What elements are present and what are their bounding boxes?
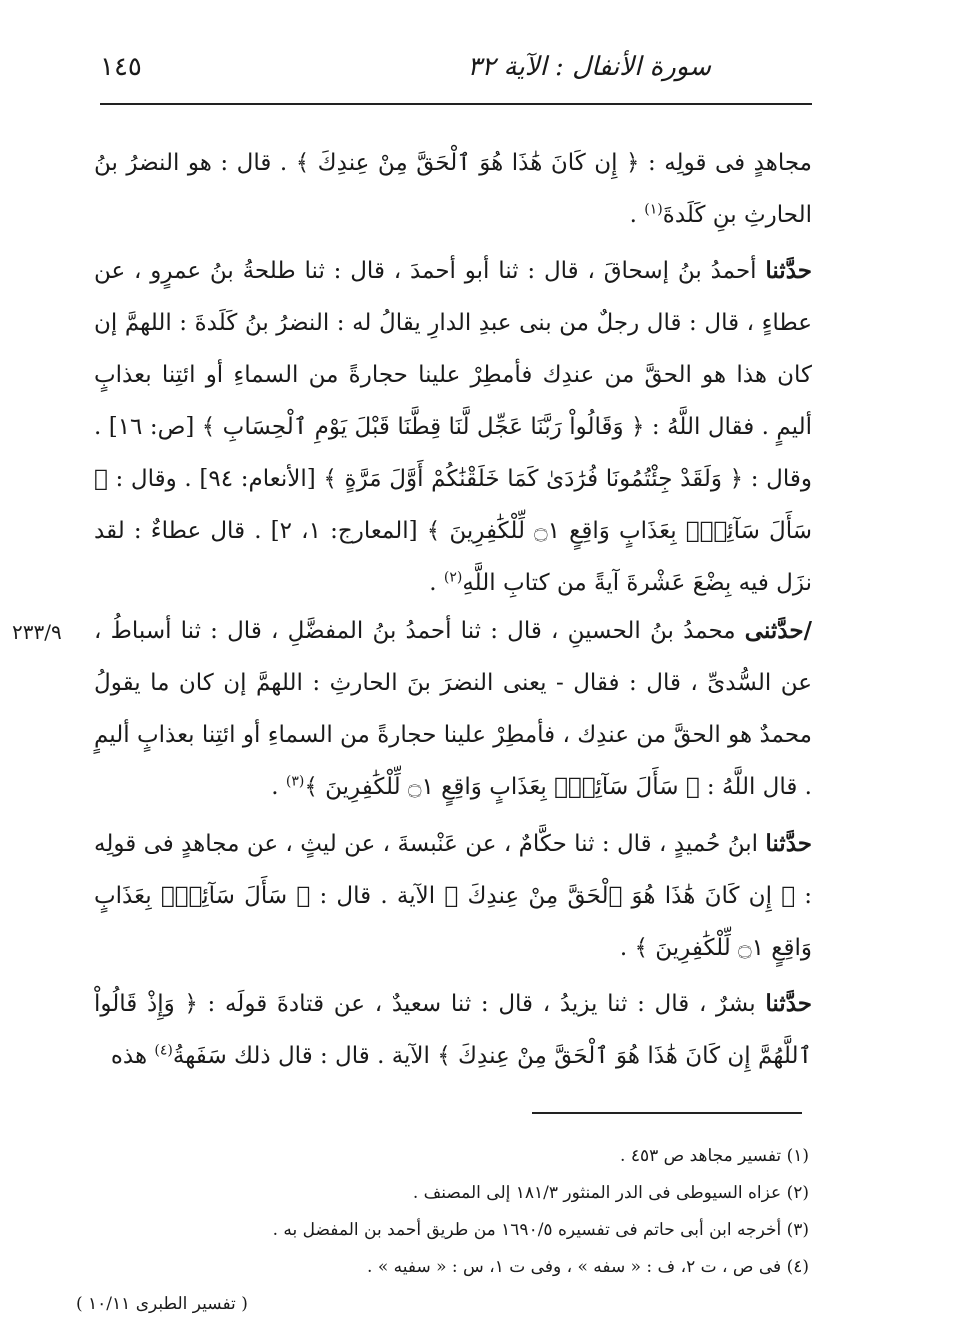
footnote-4: (٤) فى ص ، ت ٢، ف : « سفه » ، وفى ت ١، س : « سفيه » . <box>367 1257 809 1277</box>
footnote-ref: (١) <box>644 201 663 218</box>
paragraph-tail: . <box>271 774 286 800</box>
paragraph-lead: /حدَّثنى <box>744 617 812 644</box>
paragraph-1 <box>94 137 812 241</box>
paragraph-3 <box>94 605 812 813</box>
footnote-rule <box>532 1112 802 1114</box>
paragraph-lead: حدَّثنا <box>765 257 812 284</box>
footnote-2: (٢) عزاه السيوطى فى الدر المنثور ١٨١/٣ إلى المصنف . <box>412 1183 809 1203</box>
footnote-ref: (٤) <box>154 1042 173 1059</box>
paragraph-text: بشرٌ ، قال : ثنا يزيدُ ، قال : ثنا سعيدٌ ، عن قتادةَ قولَه : ﴿ وَإِذْ قَالُواْ ٱللَّهُمَّ إِن كَانَ هَٰذَا هُوَ ٱلْحَقَّ مِنْ عِندِكَ ﴾ الآية . قال : قال ذلك سَفَهةُ <box>94 991 812 1069</box>
paragraph-text: محمدُ بنُ الحسينِ ، قال : ثنا أحمدُ بنُ المفضَّلِ ، قال : ثنا أسباطُ ، عن السُّدىِّ ، قال : فقال - يعنى النضرَ بنَ الحارثِ : اللهمَّ إن كان ما يقولُ محمدٌ هو الحقَّ من عندِك ، فأمطِرْ علينا حجارةً من السماءِ أو ائتِنا بعذابٍ أليمٍ . قال اللَّهُ : ﴿ سَأَلَ سَآئِلٌۢ بِعَذَابٍ وَاقِعٍ ۝١ لِّلْكَٰفِرِينَ ﴾ <box>94 618 812 800</box>
footnote-ref: (٢) <box>443 569 463 586</box>
paragraph-tail: . <box>429 570 444 596</box>
paragraph-text: أحمدُ بنُ إسحاقَ ، قال : ثنا أبو أحمدَ ، قال : ثنا طلحةُ بنُ عمرٍو ، عن عطاءٍ ، قال : قال رجلٌ من بنى عبدِ الدارِ يقالُ له : النضرُ بنُ كَلَدةَ : اللهمَّ إن كان هذا هو الحقَّ من عندِك فأمطِرْ علينا حجارةً من السماءِ أو ائتِنا بعذابٍ أليمٍ . فقال اللَّهُ : ﴿ وَقَالُواْ رَبَّنَا عَجِّل لَّنَا قِطَّنَا قَبْلَ يَوْمِ ٱلْحِسَابِ ﴾ [ص: ١٦] . وقال : ﴿ وَلَقَدْ جِئْتُمُونَا فُرَٰدَىٰ كَمَا خَلَقْنَٰكُمْ أَوَّلَ مَرَّةٍ ﴾ [الأنعام: ٩٤] . وقال : ﴿ سَأَلَ سَآئِلٌۢ بِعَذَابٍ وَاقِعٍ ۝١ لِّلْكَٰفِرِينَ ﴾ [المعارج: ١، ٢] . قال عطاءٌ : لقد نزَل فيه بِضْعَ عَشْرةَ آيةً من كتابِ اللَّهِ <box>94 258 812 596</box>
footnote-3: (٣) أخرجه ابن أبى حاتم فى تفسيره ١٦٩٠/٥ من طريق أحمد بن المفضل به . <box>272 1220 809 1240</box>
paragraph-2 <box>94 245 812 609</box>
paragraph-text: مجاهدٍ فى قولِه : ﴿ إِن كَانَ هَٰذَا هُوَ ٱلْحَقَّ مِنْ عِندِكَ ﴾ . قال : هو النضرُ بنُ الحارثِ بنِ كَلَدةَ <box>94 150 812 228</box>
margin-reference: ٢٣٣/٩ <box>12 620 62 644</box>
paragraph-5 <box>94 978 812 1082</box>
header-rule <box>100 103 812 105</box>
running-title: سورة الأنفال : الآية ٣٢ <box>467 52 711 82</box>
paragraph-lead: حدَّثنا <box>765 830 812 857</box>
paragraph-text: ابنُ حُميدٍ ، قال : ثنا حكَّامٌ ، عن عَنْبسةَ ، عن ليثٍ ، عن مجاهدٍ فى قولِه : ﴿ إِن كَانَ هَٰذَا هُوَ ٱلْحَقَّ مِنْ عِندِكَ ﴾ الآية . قال : ﴿ سَأَلَ سَآئِلٌۢ بِعَذَابٍ وَاقِعٍ ۝١ لِّلْكَٰفِرِينَ ﴾ . <box>94 831 812 961</box>
paragraph-4 <box>94 818 812 974</box>
paragraph-lead: حدَّثنا <box>765 990 812 1017</box>
footnote-1: (١) تفسير مجاهد ص ٤٥٣ . <box>620 1146 809 1166</box>
book-reference: ( تفسير الطبرى ١٠/١١ ) <box>76 1294 248 1314</box>
paragraph-tail: . <box>629 202 645 228</box>
footnote-ref: (٣) <box>285 773 305 790</box>
page-number: ١٤٥ <box>100 52 142 82</box>
paragraph-tail: هذه <box>110 1043 155 1069</box>
